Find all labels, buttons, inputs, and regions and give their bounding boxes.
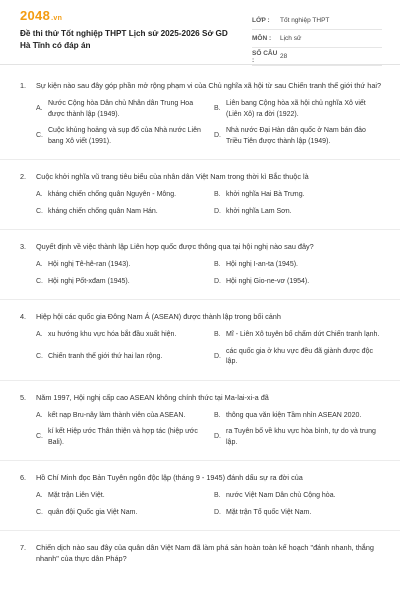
meta-key: SỐ CÂU : [252, 49, 278, 64]
answer-option[interactable] [36, 411, 204, 422]
question-stem: Hiệp hội các quốc gia Đông Nam Á (ASEAN) được thành lập trong bối cảnh [36, 312, 281, 321]
option-text: khởi nghĩa Lam Sơn. [226, 207, 292, 215]
answer-option[interactable] [36, 126, 204, 147]
question-item [20, 241, 382, 287]
answer-option[interactable] [214, 411, 382, 422]
answer-option[interactable] [214, 260, 382, 271]
option-letter: C. [36, 433, 43, 441]
answer-options [20, 491, 382, 518]
option-text: ra Tuyên bố về khu vực hòa bình, tự do và trung lập. [226, 428, 376, 446]
option-letter: D. [214, 352, 221, 360]
answer-option[interactable] [214, 190, 382, 201]
option-letter: B. [214, 331, 221, 338]
answer-option[interactable] [36, 277, 204, 288]
answer-option[interactable] [36, 99, 204, 120]
question-number: 6. [20, 473, 27, 482]
option-text: kháng chiến chống quân Nam Hán. [48, 207, 158, 215]
question-number: 1. [20, 81, 27, 90]
meta-row [252, 48, 382, 66]
question-divider [0, 299, 400, 300]
answer-option[interactable] [214, 207, 382, 218]
option-text: quân đội Quốc gia Việt Nam. [48, 508, 138, 516]
answer-options [20, 190, 382, 217]
meta-key: LỚP : [252, 17, 270, 24]
option-text: thông qua văn kiện Tầm nhìn ASEAN 2020. [226, 411, 362, 419]
question-item [20, 171, 382, 217]
question-number: 3. [20, 242, 27, 251]
answer-option[interactable] [214, 330, 382, 341]
option-letter: C. [36, 207, 43, 215]
question-stem: Quyết định về việc thành lập Liên hợp quốc được thông qua tại hội nghị nào sau đây? [36, 242, 314, 251]
question-stem: Năm 1997, Hội nghị cấp cao ASEAN không chính thức tại Ma-lai-xi-a đã [36, 392, 269, 402]
exam-title: Đề thi thử Tốt nghiệp THPT Lịch sử 2025-2026 Sở GD Hà Tĩnh có đáp án [20, 29, 228, 50]
answer-option[interactable] [214, 427, 382, 448]
page-header [0, 0, 400, 65]
option-letter: D. [214, 207, 221, 215]
option-letter: B. [214, 492, 221, 499]
option-letter: B. [214, 191, 221, 198]
meta-row [252, 30, 382, 48]
answer-option[interactable] [36, 207, 204, 218]
meta-key: MÔN : [252, 35, 272, 42]
answer-option[interactable] [36, 190, 204, 201]
answer-options [20, 260, 382, 287]
option-text: Hội nghị Tê-hê-ran (1943). [48, 261, 131, 268]
option-letter: C. [36, 132, 43, 140]
option-text: Mĩ - Liên Xô tuyên bố chấm dứt Chiến tranh lạnh. [226, 331, 380, 338]
answer-option[interactable] [36, 491, 204, 502]
option-letter: A. [36, 492, 43, 499]
answer-option[interactable] [36, 330, 204, 341]
question-item [20, 472, 382, 518]
option-text: kết nạp Bru-nây làm thành viên của ASEAN. [48, 411, 186, 419]
option-letter: A. [36, 261, 43, 268]
option-text: Hội nghị Pốt-xđam (1945). [48, 277, 130, 285]
meta-value: 28 [280, 53, 288, 60]
answer-option[interactable] [214, 277, 382, 288]
question-stem: Cuộc khởi nghĩa vũ trang tiêu biểu của nhân dân Việt Nam trong thời kì Bắc thuộc là [36, 172, 309, 181]
site-logo[interactable]: 2048.vn [20, 8, 63, 23]
question-item [20, 80, 382, 147]
answer-option[interactable] [36, 427, 204, 448]
option-text: Cuộc khủng hoảng và sụp đổ của Nhà nước Liên bang Xô viết (1991). [48, 127, 201, 145]
option-text: Liên bang Cộng hòa xã hội chủ nghĩa Xô viết (Liên Xô) ra đời (1922). [226, 100, 366, 118]
option-text: Hội nghị I-an-ta (1945). [226, 261, 298, 268]
question-stem: Sự kiện nào sau đây góp phần mở rộng phạm vi của Chủ nghĩa xã hội từ sau Chiến tranh thế giới thứ hai? [36, 81, 382, 90]
meta-value: Tốt nghiệp THPT [280, 17, 330, 24]
answer-option[interactable] [214, 126, 382, 147]
option-letter: A. [36, 191, 43, 198]
question-text [20, 171, 382, 182]
answer-option[interactable] [214, 491, 382, 502]
option-letter: B. [214, 105, 221, 113]
question-divider [0, 460, 400, 461]
question-list [0, 80, 400, 564]
question-divider [0, 159, 400, 160]
question-number: 5. [20, 392, 27, 402]
option-text: Nước Cộng hòa Dân chủ Nhân dân Trung Hoa được thành lập (1949). [48, 100, 194, 118]
option-text: Mặt trận Tổ quốc Việt Nam. [226, 508, 312, 516]
question-item [20, 392, 382, 449]
question-item [20, 542, 382, 564]
question-text [20, 311, 382, 322]
option-text: kí kết Hiệp ước Thân thiện và hợp tác (hiệp ước Bali). [48, 428, 198, 446]
answer-option[interactable] [214, 99, 382, 120]
question-text [20, 392, 382, 403]
answer-options [20, 330, 382, 368]
question-text [20, 542, 382, 564]
option-text: Mặt trận Liên Việt. [48, 492, 105, 499]
option-letter: A. [36, 331, 43, 338]
option-letter: C. [36, 508, 43, 516]
question-item [20, 311, 382, 368]
answer-option[interactable] [214, 347, 382, 368]
option-text: Chiến tranh thế giới thứ hai lan rộng. [48, 352, 163, 360]
meta-row [252, 12, 382, 30]
option-text: khởi nghĩa Hai Bà Trưng. [226, 191, 305, 198]
option-text: nước Việt Nam Dân chủ Cộng hòa. [226, 492, 336, 499]
option-text: Hội nghị Gio-ne-vơ (1954). [226, 277, 310, 285]
option-text: kháng chiến chống quân Nguyên - Mông. [48, 191, 177, 198]
option-letter: C. [36, 277, 43, 285]
question-number: 4. [20, 312, 27, 321]
answer-option[interactable] [36, 260, 204, 271]
option-letter: B. [214, 411, 221, 419]
question-number: 2. [20, 172, 27, 181]
option-text: các quốc gia ở khu vực đều đã giành được độc lập. [226, 347, 373, 365]
question-text [20, 241, 382, 252]
exam-meta [252, 12, 382, 66]
option-text: xu hướng khu vực hóa bắt đầu xuất hiện. [48, 331, 177, 338]
question-stem: Hồ Chí Minh đọc Bản Tuyên ngôn độc lập (tháng 9 - 1945) đánh dấu sự ra đời của [36, 473, 303, 482]
option-letter: D. [214, 508, 221, 516]
answer-option[interactable] [36, 508, 204, 519]
question-divider [0, 530, 400, 531]
question-stem: Chiến dịch nào sau đây của quân dân Việt Nam đã làm phá sản hoàn toàn kế hoạch "đánh nhanh, thắng nhanh" của thực dân Pháp? [36, 543, 374, 563]
option-text: Nhà nước Đại Hàn dân quốc ở Nam bán đảo Triều Tiên được thành lập (1949). [226, 127, 366, 145]
option-letter: D. [214, 132, 221, 140]
answer-options [20, 99, 382, 147]
option-letter: C. [36, 352, 43, 360]
question-text [20, 80, 382, 91]
option-letter: A. [36, 411, 43, 419]
answer-option[interactable] [214, 508, 382, 519]
option-letter: A. [36, 105, 43, 113]
meta-value: Lịch sử [280, 35, 302, 42]
option-letter: D. [214, 277, 221, 285]
question-divider [0, 380, 400, 381]
option-letter: D. [214, 433, 221, 441]
question-number: 7. [20, 543, 27, 552]
question-divider [0, 229, 400, 230]
question-text [20, 472, 382, 483]
option-letter: B. [214, 261, 221, 268]
answer-options [20, 411, 382, 449]
answer-option[interactable] [36, 347, 204, 368]
